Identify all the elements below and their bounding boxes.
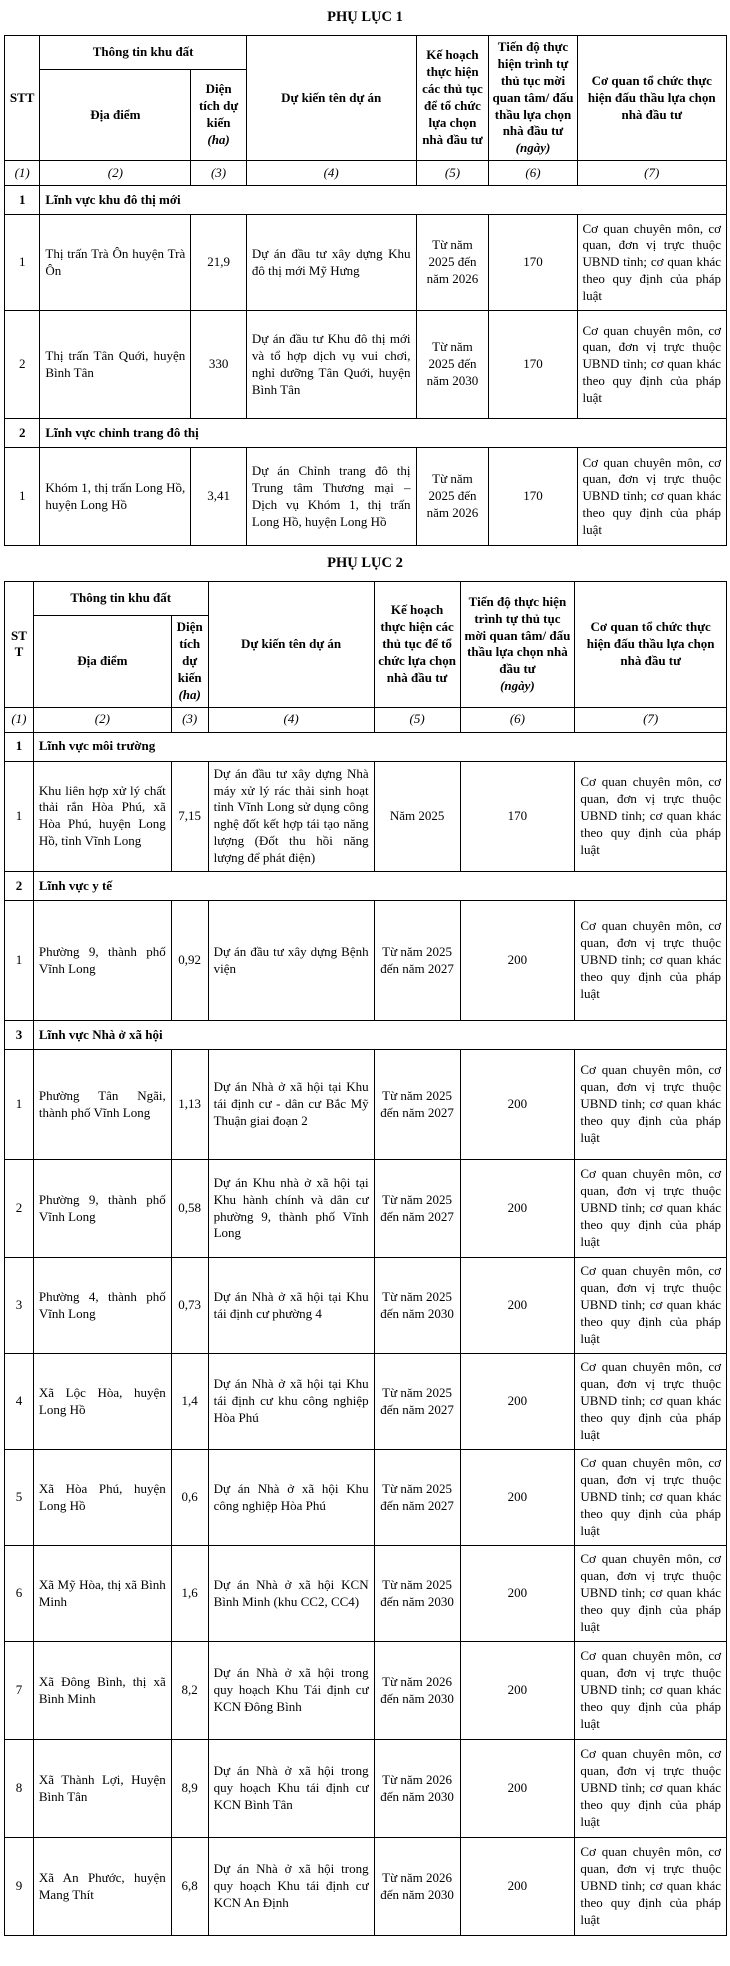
column-number: (7) xyxy=(575,707,727,732)
header-agency: Cơ quan tổ chức thực hiện đấu thầu lựa chọn nhà đầu tư xyxy=(575,582,727,707)
cell-plan: Từ năm 2026 đến năm 2030 xyxy=(374,1740,460,1838)
cell-plan: Từ năm 2025 đến năm 2027 xyxy=(374,901,460,1021)
cell-stt: 3 xyxy=(5,1258,34,1354)
header-area-text: Diện tích dự kiến xyxy=(198,81,239,131)
cell-project: Dự án Khu nhà ở xã hội tại Khu hành chính và dân cư phường 9, thành phố Vĩnh Long xyxy=(208,1160,374,1258)
cell-progress: 200 xyxy=(460,1258,575,1354)
cell-plan: Từ năm 2025 đến năm 2027 xyxy=(374,1160,460,1258)
column-number: (3) xyxy=(191,161,247,186)
cell-location: Khu liên hợp xử lý chất thải rắn Hòa Phú, xã Hòa Phú, huyện Long Hồ, tỉnh Vĩnh Long xyxy=(33,761,171,871)
header-progress-unit: (ngày) xyxy=(500,678,535,694)
column-number: (5) xyxy=(416,161,489,186)
header-plan xyxy=(374,582,460,707)
section-label: Lĩnh vực môi trường xyxy=(33,732,726,761)
appendix1-table xyxy=(4,35,727,546)
cell-progress: 200 xyxy=(460,1354,575,1450)
section-number: 1 xyxy=(5,186,40,215)
cell-agency: Cơ quan chuyên môn, cơ quan, đơn vị trực thuộc UBND tỉnh; cơ quan khác theo quy định của pháp luật xyxy=(575,1450,727,1546)
cell-area: 7,15 xyxy=(171,761,208,871)
cell-plan: Từ năm 2026 đến năm 2030 xyxy=(374,1838,460,1936)
cell-location: Xã An Phước, huyện Mang Thít xyxy=(33,1838,171,1936)
section-row-environment xyxy=(5,732,727,761)
column-number: (1) xyxy=(5,161,40,186)
section-row-urban-renewal xyxy=(5,419,727,448)
cell-plan: Từ năm 2025 đến năm 2026 xyxy=(416,215,489,311)
cell-plan: Năm 2025 xyxy=(374,761,460,871)
header-progress xyxy=(489,36,577,161)
header-project-name: Dự kiến tên dự án xyxy=(246,36,416,161)
section-number: 3 xyxy=(5,1021,34,1050)
cell-progress: 200 xyxy=(460,1546,575,1642)
cell-project: Dự án Nhà ở xã hội Khu công nghiệp Hòa Phú xyxy=(208,1450,374,1546)
table-row xyxy=(5,1642,727,1740)
cell-area: 0,92 xyxy=(171,901,208,1021)
header-progress-unit: (ngày) xyxy=(515,140,551,156)
section-row-social-housing xyxy=(5,1021,727,1050)
cell-project: Dự án Nhà ở xã hội KCN Bình Minh (khu CC2, CC4) xyxy=(208,1546,374,1642)
cell-project: Dự án đầu tư Khu đô thị mới và tổ hợp dịch vụ vui chơi, nghỉ dưỡng Tân Quới, huyện Bình Tân xyxy=(246,311,416,419)
cell-stt: 2 xyxy=(5,311,40,419)
cell-stt: 1 xyxy=(5,1050,34,1160)
section-number: 1 xyxy=(5,732,34,761)
cell-area: 3,41 xyxy=(191,448,247,546)
header-stt: STT xyxy=(5,582,34,707)
cell-project: Dự án Nhà ở xã hội trong quy hoạch Khu Tái định cư KCN Đông Bình xyxy=(208,1642,374,1740)
cell-stt: 6 xyxy=(5,1546,34,1642)
cell-location: Xã Thành Lợi, Huyện Bình Tân xyxy=(33,1740,171,1838)
cell-plan: Từ năm 2026 đến năm 2030 xyxy=(374,1642,460,1740)
table-row xyxy=(5,901,727,1021)
cell-location: Thị trấn Tân Quới, huyện Bình Tân xyxy=(40,311,191,419)
cell-location: Phường 9, thành phố Vĩnh Long xyxy=(33,1160,171,1258)
table-row xyxy=(5,215,727,311)
column-number: (5) xyxy=(374,707,460,732)
column-number: (6) xyxy=(489,161,577,186)
cell-stt: 1 xyxy=(5,901,34,1021)
header-plan xyxy=(416,36,489,161)
cell-progress: 170 xyxy=(460,761,575,871)
header-area-unit: (ha) xyxy=(178,686,201,702)
section-label: Lĩnh vực Nhà ở xã hội xyxy=(33,1021,726,1050)
cell-agency: Cơ quan chuyên môn, cơ quan, đơn vị trực thuộc UBND tỉnh; cơ quan khác theo quy định của pháp luật xyxy=(575,1354,727,1450)
cell-agency: Cơ quan chuyên môn, cơ quan, đơn vị trực thuộc UBND tỉnh; cơ quan khác theo quy định của pháp luật xyxy=(577,215,726,311)
cell-stt: 2 xyxy=(5,1160,34,1258)
appendix2-title: PHỤ LỤC 2 xyxy=(327,555,403,572)
cell-agency: Cơ quan chuyên môn, cơ quan, đơn vị trực thuộc UBND tỉnh; cơ quan khác theo quy định của pháp luật xyxy=(575,901,727,1021)
cell-agency: Cơ quan chuyên môn, cơ quan, đơn vị trực thuộc UBND tỉnh; cơ quan khác theo quy định của pháp luật xyxy=(577,448,726,546)
cell-stt: 4 xyxy=(5,1354,34,1450)
cell-area: 0,73 xyxy=(171,1258,208,1354)
cell-location: Xã Đông Bình, thị xã Bình Minh xyxy=(33,1642,171,1740)
header-plan-text: Kế hoạch thực hiện các thủ tục để tổ chức lựa chọn nhà đầu tư xyxy=(422,47,483,147)
appendix1-table-header xyxy=(5,36,727,161)
header-area-unit: (ha) xyxy=(207,132,230,147)
header-plan-text: Kế hoạch thực hiện các thủ tục để tổ chức lựa chọn nhà đầu tư xyxy=(378,602,456,685)
header-area-text: Diện tích dự kiến xyxy=(176,619,203,685)
cell-area: 8,9 xyxy=(171,1740,208,1838)
section-row-health xyxy=(5,872,727,901)
cell-plan: Từ năm 2025 đến năm 2027 xyxy=(374,1050,460,1160)
column-number-row xyxy=(5,161,727,186)
cell-progress: 170 xyxy=(489,448,577,546)
cell-plan: Từ năm 2025 đến năm 2030 xyxy=(416,311,489,419)
column-number: (7) xyxy=(577,161,726,186)
cell-progress: 200 xyxy=(460,1160,575,1258)
cell-stt: 7 xyxy=(5,1642,34,1740)
cell-progress: 200 xyxy=(460,1740,575,1838)
cell-progress: 200 xyxy=(460,1450,575,1546)
cell-location: Phường 4, thành phố Vĩnh Long xyxy=(33,1258,171,1354)
cell-agency: Cơ quan chuyên môn, cơ quan, đơn vị trực thuộc UBND tỉnh; cơ quan khác theo quy định của pháp luật xyxy=(575,1258,727,1354)
table-row xyxy=(5,1838,727,1936)
cell-agency: Cơ quan chuyên môn, cơ quan, đơn vị trực thuộc UBND tỉnh; cơ quan khác theo quy định của pháp luật xyxy=(575,1546,727,1642)
cell-area: 21,9 xyxy=(191,215,247,311)
cell-project: Dự án đầu tư xây dựng Bệnh viện xyxy=(208,901,374,1021)
table-row xyxy=(5,1050,727,1160)
cell-agency: Cơ quan chuyên môn, cơ quan, đơn vị trực thuộc UBND tỉnh; cơ quan khác theo quy định của pháp luật xyxy=(575,1050,727,1160)
cell-location: Khóm 1, thị trấn Long Hồ, huyện Long Hồ xyxy=(40,448,191,546)
cell-plan: Từ năm 2025 đến năm 2027 xyxy=(374,1354,460,1450)
section-label: Lĩnh vực chỉnh trang đô thị xyxy=(40,419,727,448)
cell-agency: Cơ quan chuyên môn, cơ quan, đơn vị trực thuộc UBND tỉnh; cơ quan khác theo quy định của pháp luật xyxy=(575,761,727,871)
cell-area: 1,6 xyxy=(171,1546,208,1642)
table-row xyxy=(5,1450,727,1546)
header-progress-text: Tiến độ thực hiện trình tự thủ tục mời quan tâm/ đấu thầu lựa chọn nhà đầu tư xyxy=(464,593,571,677)
cell-plan: Từ năm 2025 đến năm 2030 xyxy=(374,1546,460,1642)
section-number: 2 xyxy=(5,872,34,901)
cell-stt: 8 xyxy=(5,1740,34,1838)
column-number: (6) xyxy=(460,707,575,732)
cell-stt: 5 xyxy=(5,1450,34,1546)
cell-area: 6,8 xyxy=(171,1838,208,1936)
column-number: (4) xyxy=(208,707,374,732)
cell-agency: Cơ quan chuyên môn, cơ quan, đơn vị trực thuộc UBND tỉnh; cơ quan khác theo quy định của pháp luật xyxy=(575,1838,727,1936)
cell-agency: Cơ quan chuyên môn, cơ quan, đơn vị trực thuộc UBND tỉnh; cơ quan khác theo quy định của pháp luật xyxy=(577,311,726,419)
cell-stt: 1 xyxy=(5,215,40,311)
cell-progress: 170 xyxy=(489,311,577,419)
cell-location: Xã Hòa Phú, huyện Long Hồ xyxy=(33,1450,171,1546)
column-number-row xyxy=(5,707,727,732)
cell-project: Dự án Nhà ở xã hội tại Khu tái định cư khu công nghiệp Hòa Phú xyxy=(208,1354,374,1450)
column-number: (3) xyxy=(171,707,208,732)
column-number: (4) xyxy=(246,161,416,186)
cell-agency: Cơ quan chuyên môn, cơ quan, đơn vị trực thuộc UBND tỉnh; cơ quan khác theo quy định của pháp luật xyxy=(575,1740,727,1838)
cell-project: Dự án đầu tư xây dựng Khu đô thị mới Mỹ Hưng xyxy=(246,215,416,311)
table-row xyxy=(5,1740,727,1838)
table-row xyxy=(5,448,727,546)
section-number: 2 xyxy=(5,419,40,448)
table-row xyxy=(5,1258,727,1354)
cell-progress: 200 xyxy=(460,901,575,1021)
header-location: Địa điểm xyxy=(33,616,171,707)
cell-plan: Từ năm 2025 đến năm 2026 xyxy=(416,448,489,546)
cell-progress: 170 xyxy=(489,215,577,311)
cell-plan: Từ năm 2025 đến năm 2027 xyxy=(374,1450,460,1546)
header-area xyxy=(171,616,208,707)
cell-location: Phường 9, thành phố Vĩnh Long xyxy=(33,901,171,1021)
header-agency: Cơ quan tổ chức thực hiện đấu thầu lựa chọn nhà đầu tư xyxy=(577,36,726,161)
cell-project: Dự án đầu tư xây dựng Nhà máy xử lý rác thải sinh hoạt tỉnh Vĩnh Long sử dụng công nghệ đốt kết hợp tái tạo năng lượng (Đốt thu hồi năng lượng để phát điện) xyxy=(208,761,374,871)
cell-stt: 9 xyxy=(5,1838,34,1936)
header-area xyxy=(191,70,247,161)
column-number: (2) xyxy=(33,707,171,732)
cell-area: 0,6 xyxy=(171,1450,208,1546)
header-progress-text: Tiến độ thực hiện trình tự thủ tục mời quan tâm/ đấu thầu lựa chọn nhà đầu tư xyxy=(492,39,574,139)
cell-location: Thị trấn Trà Ôn huyện Trà Ôn xyxy=(40,215,191,311)
cell-area: 1,4 xyxy=(171,1354,208,1450)
appendix1-title: PHỤ LỤC 1 xyxy=(327,9,403,25)
cell-progress: 200 xyxy=(460,1050,575,1160)
table-row xyxy=(5,311,727,419)
cell-area: 1,13 xyxy=(171,1050,208,1160)
table-row xyxy=(5,1546,727,1642)
cell-stt: 1 xyxy=(5,761,34,871)
cell-area: 8,2 xyxy=(171,1642,208,1740)
cell-project: Dự án Nhà ở xã hội tại Khu tái định cư - dân cư Bắc Mỹ Thuận giai đoạn 2 xyxy=(208,1050,374,1160)
header-progress xyxy=(460,582,575,707)
table-row xyxy=(5,1354,727,1450)
section-row-urban-new xyxy=(5,186,727,215)
cell-area: 0,58 xyxy=(171,1160,208,1258)
column-number: (2) xyxy=(40,161,191,186)
header-stt: STT xyxy=(5,36,40,161)
table-row xyxy=(5,761,727,871)
section-label: Lĩnh vực khu đô thị mới xyxy=(40,186,727,215)
cell-project: Dự án Nhà ở xã hội trong quy hoạch Khu tái định cư KCN Bình Tân xyxy=(208,1740,374,1838)
column-number: (1) xyxy=(5,707,34,732)
header-land-info: Thông tin khu đất xyxy=(40,36,246,70)
cell-project: Dự án Nhà ở xã hội trong quy hoạch Khu tái định cư KCN An Định xyxy=(208,1838,374,1936)
cell-agency: Cơ quan chuyên môn, cơ quan, đơn vị trực thuộc UBND tỉnh; cơ quan khác theo quy định của pháp luật xyxy=(575,1160,727,1258)
cell-progress: 200 xyxy=(460,1642,575,1740)
cell-location: Xã Mỹ Hòa, thị xã Bình Minh xyxy=(33,1546,171,1642)
appendix2-table xyxy=(4,581,727,1936)
cell-location: Xã Lộc Hòa, huyện Long Hồ xyxy=(33,1354,171,1450)
cell-agency: Cơ quan chuyên môn, cơ quan, đơn vị trực thuộc UBND tỉnh; cơ quan khác theo quy định của pháp luật xyxy=(575,1642,727,1740)
header-land-info: Thông tin khu đất xyxy=(33,582,208,616)
cell-plan: Từ năm 2025 đến năm 2030 xyxy=(374,1258,460,1354)
header-project-name: Dự kiến tên dự án xyxy=(208,582,374,707)
section-label: Lĩnh vực y tế xyxy=(33,872,726,901)
table-row xyxy=(5,1160,727,1258)
appendix2-table-header xyxy=(5,582,727,707)
cell-project: Dự án Chỉnh trang đô thị Trung tâm Thương mại – Dịch vụ Khóm 1, thị trấn Long Hồ, huyện Long Hồ xyxy=(246,448,416,546)
cell-location: Phường Tân Ngãi, thành phố Vĩnh Long xyxy=(33,1050,171,1160)
cell-project: Dự án Nhà ở xã hội tại Khu tái định cư phường 4 xyxy=(208,1258,374,1354)
header-location: Địa điểm xyxy=(40,70,191,161)
cell-area: 330 xyxy=(191,311,247,419)
cell-progress: 200 xyxy=(460,1838,575,1936)
cell-stt: 1 xyxy=(5,448,40,546)
